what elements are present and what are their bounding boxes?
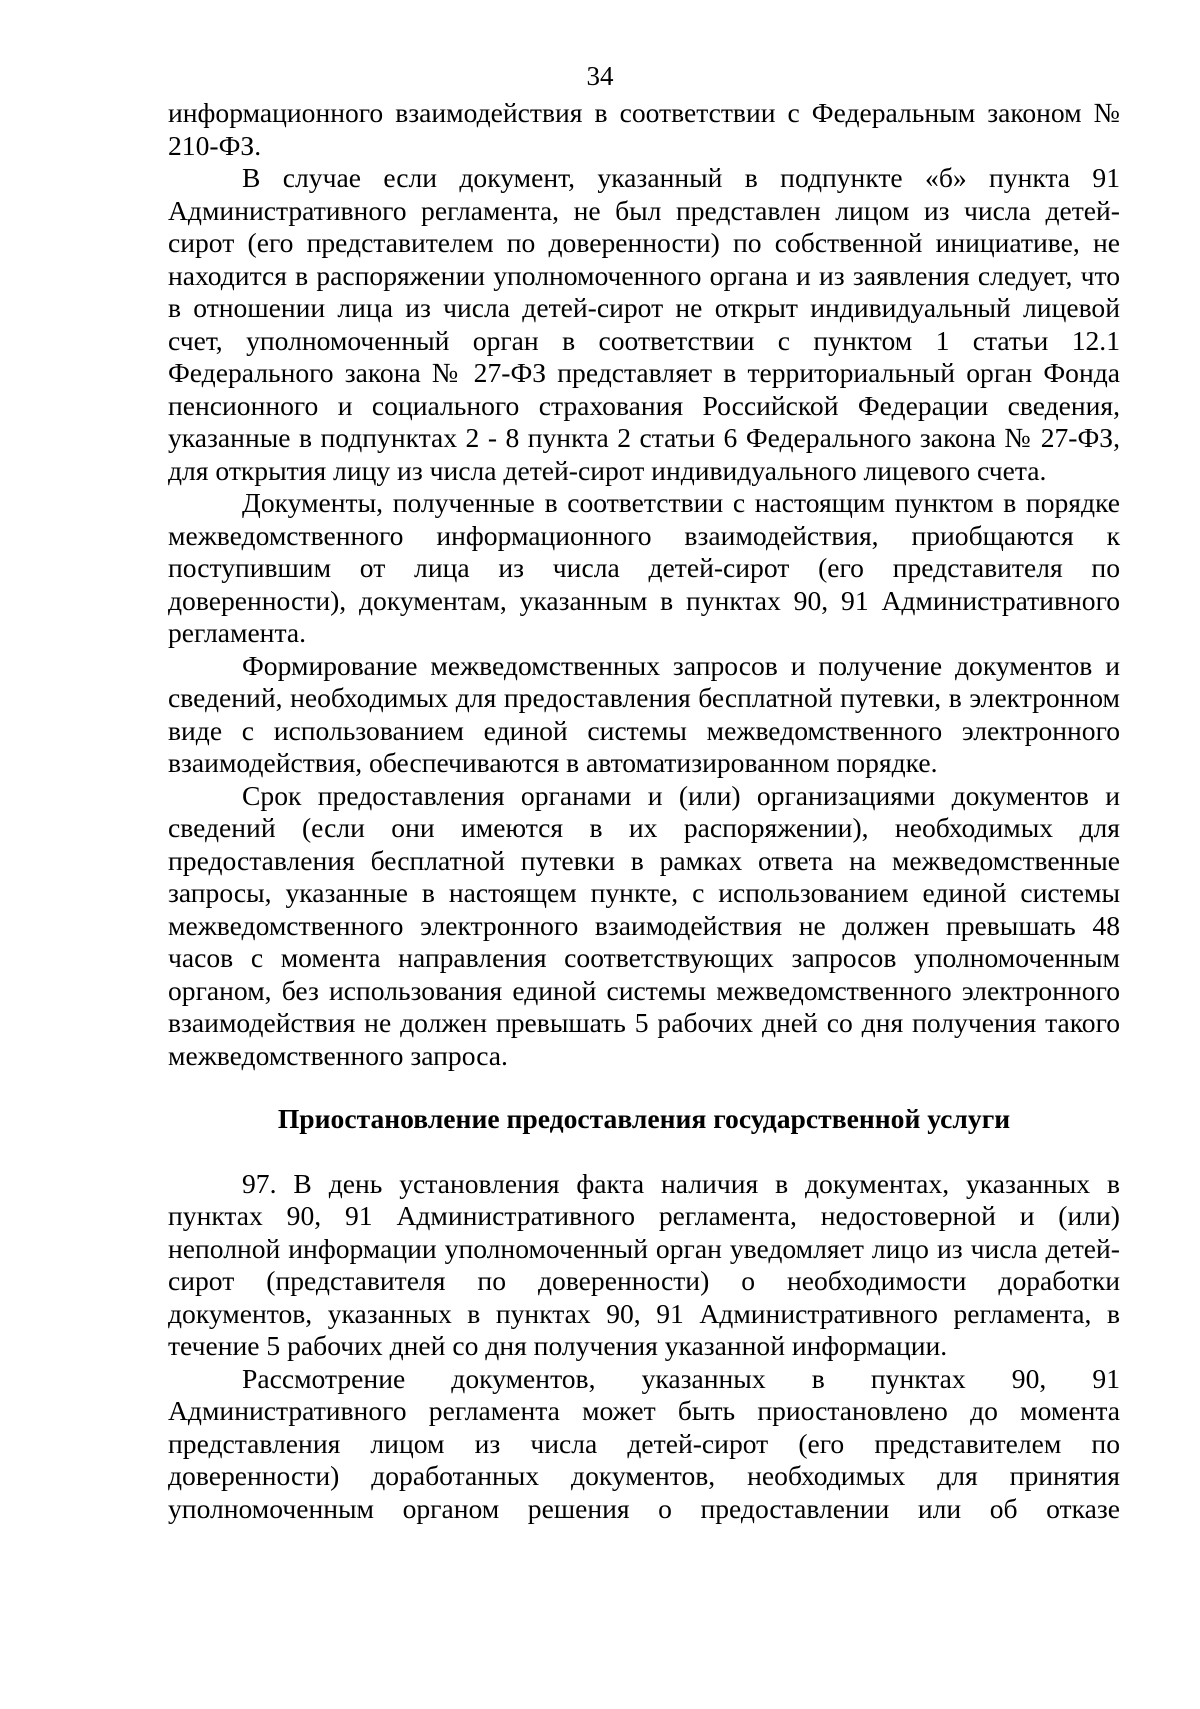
paragraph: В случае если документ, указанный в подпункте «б» пункта 91 Административного регламента, не был представлен лицом из числа детей-сирот (его представителем по доверенности) по собственной инициативе, не находится в распоряжении уполномоченного органа и из заявления следует, что в отношении лица из числа детей-сирот не открыт индивидуальный лицевой счет, уполномоченный орган в соответствии с пунктом 1 статьи 12.1 Федерального закона № 27-ФЗ представляет в территориальный орган Фонда пенсионного и социального страхования Российской Федерации сведения, указанные в подпунктах 2 - 8 пункта 2 статьи 6 Федерального закона № 27-ФЗ, для открытия лицу из числа детей-сирот индивидуального лицевого счета. bbox=[168, 162, 1120, 486]
paragraph: 97. В день установления факта наличия в документах, указанных в пунктах 90, 91 Административного регламента, недостоверной и (или) неполной информации уполномоченный орган уведомляет лицо из числа детей-сирот (представителя по доверенности) о необходимости доработки документов, указанных в пунктах 90, 91 Административного регламента, в течение 5 рабочих дней со дня получения указанной информации. bbox=[168, 1167, 1120, 1361]
paragraph-continued: Рассмотрение документов, указанных в пунктах 90, 91 Административного регламента может быть приостановлено до момента представления лицом из числа детей-сирот (его представителем по доверенности) доработанных документов, необходимых для принятия уполномоченным органом решения о предоставлении или об отказе bbox=[168, 1362, 1120, 1524]
paragraph: Документы, полученные в соответствии с настоящим пунктом в порядке межведомственного информационного взаимодействия, приобщаются к поступившим от лица из числа детей-сирот (его представителя по доверенности), документам, указанным в пунктах 90, 91 Административного регламента. bbox=[168, 487, 1120, 648]
section-heading: Приостановление предоставления государственной услуги bbox=[277, 1103, 1011, 1134]
document-body bbox=[168, 97, 1120, 1525]
paragraph: Срок предоставления органами и (или) организациями документов и сведений (если они имеются в их распоряжении), необходимых для предоставления бесплатной путевки в рамках ответа на межведомственные запросы, указанные в настоящем пункте, с использованием единой системы межведомственного электронного взаимодействия не должен превышать 48 часов с момента направления соответствующих запросов уполномоченным органом, без использования единой системы межведомственного электронного взаимодействия не должен превышать 5 рабочих дней со дня получения такого межведомственного запроса. bbox=[168, 779, 1120, 1071]
paragraph: Формирование межведомственных запросов и получение документов и сведений, необходимых для предоставления бесплатной путевки, в электронном виде с использованием единой системы межведомственного электронного взаимодействия, обеспечиваются в автоматизированном порядке. bbox=[168, 649, 1120, 778]
page-number: 34 bbox=[586, 61, 614, 91]
paragraph-continuation: информационного взаимодействия в соответствии с Федеральным законом № 210-ФЗ. bbox=[168, 97, 1120, 161]
